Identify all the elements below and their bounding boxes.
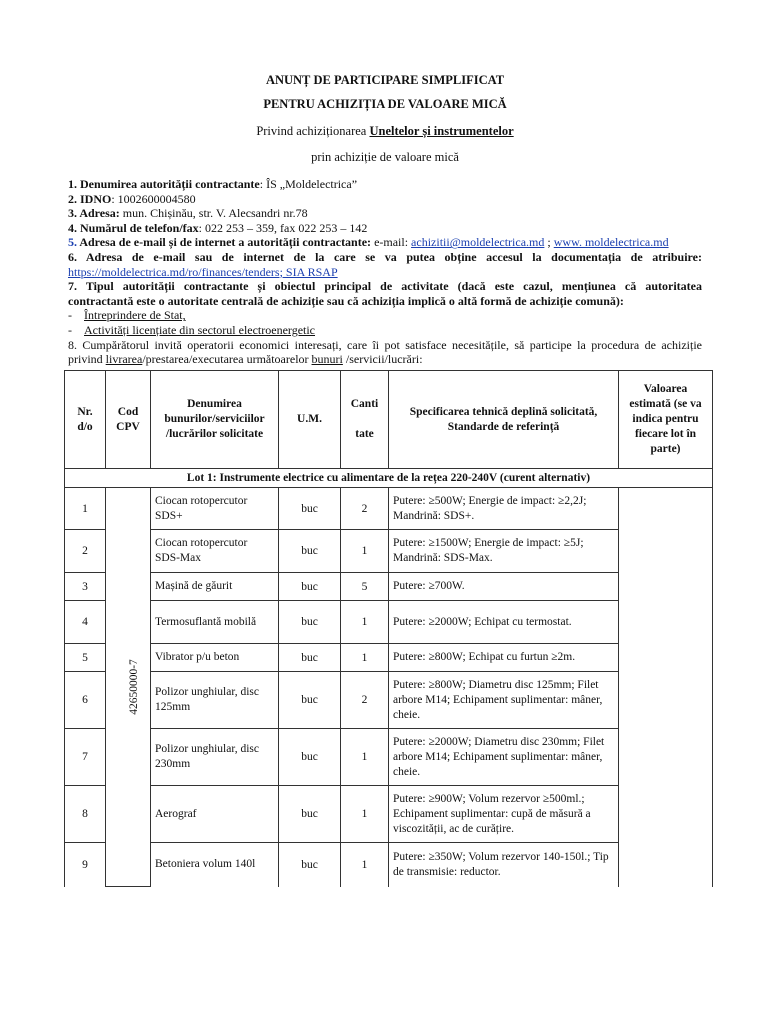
- item-8-text-d: bunuri: [311, 352, 343, 367]
- item-spec: Putere: ≥2000W; Echipat cu termostat.: [389, 601, 619, 644]
- lot-title-row: [65, 469, 713, 488]
- item-unit: buc: [279, 786, 341, 843]
- item-5-separator: ;: [544, 235, 554, 250]
- item-spec: Putere: ≥2000W; Diametru disc 230mm; Filet arbore M14; Echipament suplimentar: mâner, cheie.: [389, 729, 619, 786]
- item-3-label: 3. Adresa:: [68, 206, 120, 221]
- website-link[interactable]: www. moldelectrica.md: [553, 235, 669, 250]
- table-header-row: [65, 371, 713, 469]
- item-7-line1: [68, 279, 702, 294]
- item-quantity: 1: [341, 644, 389, 672]
- item-unit: buc: [279, 573, 341, 601]
- item-quantity: 5: [341, 573, 389, 601]
- item-unit: buc: [279, 729, 341, 786]
- cpv-code: 42650000-7: [127, 659, 140, 715]
- bullet-dash: -: [68, 322, 72, 337]
- item-7-label-line1: 7. Tipul autorității contractante și obiectul principal de activitate (dacă este cazul, mențiunea că autoritatea: [68, 279, 702, 294]
- item-2: [68, 192, 702, 207]
- row-number: 5: [65, 644, 106, 672]
- item-spec: Putere: ≥900W; Volum rezervor ≥500ml.; Echipament suplimentar: cupă de măsură a viscozității, ac de curățire.: [389, 786, 619, 843]
- item-unit: buc: [279, 672, 341, 729]
- item-spec: Putere: ≥800W; Diametru disc 125mm; Filet arbore M14; Echipament suplimentar: mâner, cheie.: [389, 672, 619, 729]
- main-activity: Activități licențiate din sectorul electroenergetic: [84, 322, 316, 337]
- item-estimated-value: [619, 530, 713, 573]
- header-value: Valoarea estimată (se va indica pentru fiecare lot în parte): [619, 371, 713, 469]
- item-estimated-value: [619, 644, 713, 672]
- item-quantity: 1: [341, 786, 389, 843]
- item-5-value: e-mail:: [371, 235, 412, 250]
- item-2-value: : 1002600004580: [111, 191, 196, 206]
- item-estimated-value: [619, 729, 713, 786]
- item-spec: Putere: ≥350W; Volum rezervor 140-150l.; Tip de transmisie: reductor.: [389, 843, 619, 887]
- header-cpv: Cod CPV: [106, 371, 151, 469]
- item-spec: Putere: ≥700W.: [389, 573, 619, 601]
- cpv-code-cell: [106, 488, 151, 887]
- item-name: Mașină de găurit: [151, 573, 279, 601]
- row-number: 2: [65, 530, 106, 573]
- table-row: [65, 786, 713, 843]
- item-estimated-value: [619, 601, 713, 644]
- item-unit: buc: [279, 530, 341, 573]
- item-5: [68, 235, 702, 250]
- item-5-label: Adresa de e-mail și de internet a autorității contractante:: [77, 235, 372, 250]
- header-spec: Specificarea tehnică deplină solicitată, Standarde de referință: [389, 371, 619, 469]
- table-row: [65, 573, 713, 601]
- item-quantity: 1: [341, 729, 389, 786]
- item-quantity: 2: [341, 488, 389, 530]
- table-row: [65, 601, 713, 644]
- item-estimated-value: [619, 786, 713, 843]
- item-6-link-line: [68, 265, 702, 280]
- header-name: Denumirea bunurilor/serviciilor /lucrărilor solicitate: [151, 371, 279, 469]
- header-nr: Nr. d/o: [65, 371, 106, 469]
- item-name: Polizor unghiular, disc 125mm: [151, 672, 279, 729]
- item-unit: buc: [279, 843, 341, 887]
- item-spec: Putere: ≥1500W; Energie de impact: ≥5J; Mandrină: SDS-Max.: [389, 530, 619, 573]
- item-1-value: : ÎS „Moldelectrica”: [259, 177, 358, 191]
- item-unit: buc: [279, 488, 341, 530]
- procurement-method: prin achiziție de valoare mică: [311, 150, 459, 164]
- item-1-label: 1. Denumirea autorității contractante: [68, 177, 260, 191]
- header-quantity-b: tate: [355, 428, 374, 440]
- table-row: [65, 672, 713, 729]
- item-4: [68, 221, 702, 236]
- item-quantity: 1: [341, 843, 389, 887]
- table-row: [65, 644, 713, 672]
- row-number: 6: [65, 672, 106, 729]
- item-quantity: 1: [341, 530, 389, 573]
- item-8-line1: [68, 338, 702, 353]
- item-5-number: 5.: [68, 235, 77, 250]
- header-quantity-a: Canti: [350, 398, 379, 410]
- item-name: Polizor unghiular, disc 230mm: [151, 729, 279, 786]
- subject-prefix: Privind achiziționarea: [256, 124, 370, 138]
- item-7-line2: [68, 294, 702, 309]
- item-name: Ciocan rotopercutor SDS-Max: [151, 530, 279, 573]
- bullet-dash: -: [68, 308, 72, 323]
- table-row: [65, 843, 713, 887]
- item-7-label-line2: contractantă este o autoritate centrală de achiziție sau că achiziția implică o altă formă de achiziție comună):: [68, 293, 624, 308]
- item-estimated-value: [619, 488, 713, 530]
- tenders-link[interactable]: https://moldelectrica.md/ro/finances/tenders; SIA RSAP: [68, 264, 338, 279]
- table-row: [65, 729, 713, 786]
- item-unit: buc: [279, 601, 341, 644]
- item-8-text-line1: 8. Cumpărătorul invită operatorii economici interesați, care îi pot satisface necesitățile, să participe la procedura de achiziție: [68, 337, 702, 352]
- item-2-label: 2. IDNO: [68, 191, 112, 206]
- row-number: 7: [65, 729, 106, 786]
- item-6: [68, 250, 702, 265]
- row-number: 9: [65, 843, 106, 887]
- row-number: 1: [65, 488, 106, 530]
- header-quantity: [341, 371, 389, 469]
- item-quantity: 1: [341, 601, 389, 644]
- item-unit: buc: [279, 644, 341, 672]
- item-7-bullet-1: [68, 308, 702, 323]
- item-name: Ciocan rotopercutor SDS+: [151, 488, 279, 530]
- document-title: ANUNȚ DE PARTICIPARE SIMPLIFICAT: [265, 73, 505, 87]
- item-estimated-value: [619, 843, 713, 887]
- table-row: [65, 530, 713, 573]
- item-3: [68, 206, 702, 221]
- procurement-subject: [0, 124, 770, 139]
- item-6-label: 6. Adresa de e-mail sau de internet de la care se va putea obține accesul la documentația de atribuire:: [68, 249, 702, 264]
- item-name: Termosuflantă mobilă: [151, 601, 279, 644]
- item-estimated-value: [619, 573, 713, 601]
- row-number: 4: [65, 601, 106, 644]
- email-link[interactable]: achizitii@moldelectrica.md: [411, 235, 545, 250]
- row-number: 8: [65, 786, 106, 843]
- item-name: Aerograf: [151, 786, 279, 843]
- item-name: Betoniera volum 140l: [151, 843, 279, 887]
- item-spec: Putere: ≥500W; Energie de impact: ≥2,2J; Mandrină: SDS+.: [389, 488, 619, 530]
- item-8-text-c: /prestarea/executarea următoarelor: [142, 352, 312, 367]
- header-um: U.M.: [279, 371, 341, 469]
- authority-details: [68, 177, 702, 367]
- item-1: [68, 177, 702, 192]
- item-8-text-b: livrarea: [105, 352, 143, 367]
- row-number: 3: [65, 573, 106, 601]
- item-8-text-e: /servicii/lucrări:: [342, 352, 423, 367]
- item-estimated-value: [619, 672, 713, 729]
- table-row: [65, 488, 713, 530]
- item-name: Vibrator p/u beton: [151, 644, 279, 672]
- lots-table: [64, 370, 713, 887]
- subject-name: Uneltelor și instrumentelor: [369, 124, 514, 138]
- item-spec: Putere: ≥800W; Echipat cu furtun ≥2m.: [389, 644, 619, 672]
- item-3-value: mun. Chișinău, str. V. Alecsandri nr.78: [119, 206, 308, 221]
- item-4-label: 4. Numărul de telefon/fax: [68, 220, 199, 235]
- item-8-text-a: privind: [68, 352, 106, 367]
- lot-title: Lot 1: Instrumente electrice cu alimentare de la rețea 220-240V (curent alternativ): [65, 469, 713, 488]
- item-8-line2: [68, 352, 702, 367]
- authority-type: Întreprindere de Stat,: [84, 308, 186, 323]
- document-subtitle: PENTRU ACHIZIȚIA DE VALOARE MICĂ: [263, 97, 507, 111]
- item-4-value: : 022 253 – 359, fax 022 253 – 142: [198, 220, 368, 235]
- item-7-bullet-2: [68, 323, 702, 338]
- item-quantity: 2: [341, 672, 389, 729]
